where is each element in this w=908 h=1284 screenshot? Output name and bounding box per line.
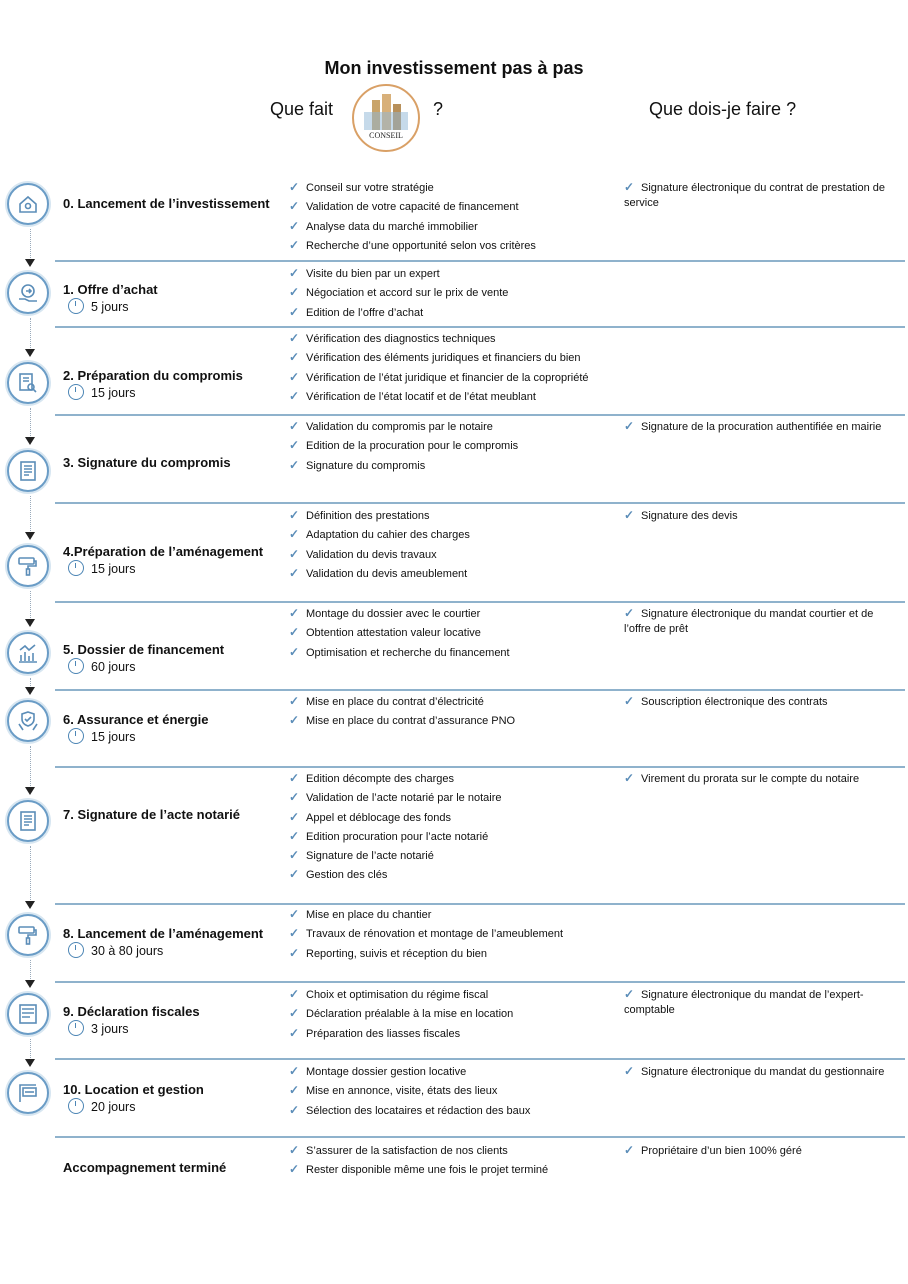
checkmark-icon: ✓: [624, 1143, 635, 1157]
list-item-text: Mise en annonce, visite, états des lieux: [306, 1085, 498, 1098]
client-action-text: Signature électronique du mandat courtier et de l’offre de prêt: [624, 608, 874, 635]
list-item-text: S’assurer de la satisfaction de nos clients: [306, 1145, 508, 1157]
checkmark-icon: ✓: [289, 457, 300, 472]
stopwatch-icon: [68, 298, 84, 314]
list-item-text: Edition procuration pour l’acte notarié: [306, 830, 489, 843]
step-title: Accompagnement terminé: [63, 1160, 227, 1175]
list-item-text: Vérification de l’état locatif et de l’état meublant: [306, 390, 536, 403]
step-actions-list: [289, 606, 619, 664]
list-item-text: Validation de l’acte notarié par le notaire: [306, 792, 502, 805]
checkmark-icon: ✓: [289, 285, 300, 300]
checkmark-icon: ✓: [289, 1006, 300, 1021]
step-actions-list: [289, 419, 619, 477]
step-title: 3. Signature du compromis: [63, 455, 231, 470]
step-title: 2. Préparation du compromis: [63, 368, 243, 383]
checkmark-icon: ✓: [624, 180, 635, 194]
list-item: [289, 771, 619, 790]
step-divider: [55, 1058, 905, 1060]
list-item-text: Edition de l’offre d’achat: [306, 306, 424, 319]
step-actions-list: [289, 180, 619, 257]
checkmark-icon: ✓: [289, 304, 300, 319]
step-duration: [68, 298, 129, 314]
checkmark-icon: ✓: [289, 771, 300, 785]
checkmark-icon: ✓: [289, 199, 300, 214]
list-item: [289, 238, 619, 257]
down-arrow-icon: [24, 229, 38, 268]
checkmark-icon: ✓: [289, 907, 300, 921]
client-action-text: Signature électronique du mandat du gestionnaire: [641, 1066, 885, 1078]
checkmark-icon: ✓: [289, 848, 300, 863]
step-duration: [68, 560, 135, 576]
checkmark-icon: ✓: [624, 606, 635, 620]
step-divider: [55, 903, 905, 905]
list-item-text: Négociation et accord sur le prix de vente: [306, 287, 509, 300]
step-title: 7. Signature de l’acte notarié: [63, 807, 240, 822]
stopwatch-icon: [68, 560, 84, 576]
document-search-icon: [7, 362, 49, 404]
list-item: [289, 350, 619, 369]
list-item: [289, 389, 619, 408]
list-item-text: Montage dossier gestion locative: [306, 1066, 467, 1078]
list-item: [289, 419, 619, 438]
list-item: [289, 790, 619, 809]
list-item: [289, 926, 619, 945]
client-action: [624, 694, 896, 710]
checkmark-icon: ✓: [289, 1162, 300, 1177]
checkmark-icon: ✓: [289, 419, 300, 433]
stopwatch-icon: [68, 1098, 84, 1114]
client-action: [624, 987, 896, 1018]
list-item-text: Préparation des liasses fiscales: [306, 1027, 461, 1040]
list-item: [289, 848, 619, 867]
duration-label: 20 jours: [91, 1100, 136, 1114]
list-item: [289, 867, 619, 886]
list-item: [289, 606, 619, 625]
list-item-text: Adaptation du cahier des charges: [306, 529, 470, 542]
client-action-text: Virement du prorata sur le compte du notaire: [641, 773, 860, 785]
list-item: [289, 625, 619, 644]
list-item-text: Déclaration préalable à la mise en location: [306, 1008, 514, 1021]
duration-label: 15 jours: [91, 386, 136, 400]
step-divider: [55, 601, 905, 603]
step-title: 5. Dossier de financement: [63, 642, 225, 657]
step-divider: [55, 260, 905, 262]
list-item-text: Obtention attestation valeur locative: [306, 627, 481, 640]
step-duration: [68, 942, 163, 958]
client-action-text: Signature électronique du contrat de prestation de service: [624, 182, 885, 209]
down-arrow-icon: [24, 846, 38, 910]
checkmark-icon: ✓: [289, 237, 300, 252]
down-arrow-icon: [24, 408, 38, 446]
list-item-text: Conseil sur votre stratégie: [306, 182, 434, 194]
duration-label: 30 à 80 jours: [91, 944, 164, 958]
list-item-text: Edition décompte des charges: [306, 773, 454, 785]
list-item-text: Optimisation et recherche du financement: [306, 646, 510, 659]
list-item-text: Recherche d’une opportunité selon vos critères: [306, 239, 536, 252]
svg-text:CONSEIL: CONSEIL: [369, 131, 403, 140]
list-item-text: Validation du devis travaux: [306, 548, 437, 561]
checkmark-icon: ✓: [289, 546, 300, 561]
checkmark-icon: ✓: [624, 508, 635, 522]
list-item: [289, 1162, 619, 1181]
list-item: [289, 645, 619, 664]
list-item: [289, 331, 619, 350]
checkmark-icon: ✓: [289, 644, 300, 659]
client-action: [624, 1064, 896, 1080]
checkmark-icon: ✓: [289, 565, 300, 580]
list-item-text: Edition de la procuration pour le compromis: [306, 440, 519, 453]
client-action-text: Souscription électronique des contrats: [641, 696, 828, 708]
list-item-text: Visite du bien par un expert: [306, 268, 440, 280]
list-item: [289, 1064, 619, 1083]
checkmark-icon: ✓: [289, 926, 300, 941]
client-action: [624, 180, 896, 211]
list-item: [289, 285, 619, 304]
checkmark-icon: ✓: [624, 1064, 635, 1078]
checkmark-icon: ✓: [289, 350, 300, 365]
checkmark-icon: ✓: [289, 331, 300, 345]
client-action: [624, 419, 896, 435]
checkmark-icon: ✓: [289, 438, 300, 453]
down-arrow-icon: [24, 746, 38, 796]
list-item: [289, 547, 619, 566]
checkmark-icon: ✓: [289, 945, 300, 960]
hand-offer-icon: [7, 272, 49, 314]
checkmark-icon: ✓: [289, 809, 300, 824]
stopwatch-icon: [68, 384, 84, 400]
header-left: Que fait: [270, 99, 334, 119]
list-item: [289, 199, 619, 218]
shield-hands-icon: [7, 700, 49, 742]
contract-icon: [7, 450, 49, 492]
checkmark-icon: ✓: [289, 1064, 300, 1078]
stopwatch-icon: [68, 728, 84, 744]
checkmark-icon: ✓: [289, 1143, 300, 1157]
step-divider: [55, 326, 905, 328]
step-duration: [68, 1098, 135, 1114]
list-item: [289, 1006, 619, 1025]
list-item: [289, 694, 619, 713]
checkmark-icon: ✓: [289, 180, 300, 194]
down-arrow-icon: [24, 591, 38, 628]
list-item: [289, 1083, 619, 1102]
stopwatch-icon: [68, 658, 84, 674]
step-actions-list: [289, 1064, 619, 1122]
checkmark-icon: ✓: [289, 266, 300, 280]
checkmark-icon: ✓: [289, 508, 300, 522]
checkmark-icon: ✓: [624, 694, 635, 708]
paint-roller-icon: [7, 545, 49, 587]
down-arrow-icon: [24, 496, 38, 541]
list-item-text: Validation du compromis par le notaire: [306, 421, 493, 433]
list-item: [289, 907, 619, 926]
list-item: [289, 1143, 619, 1162]
step-divider: [55, 981, 905, 983]
step-actions-list: [289, 508, 619, 585]
list-item: [289, 438, 619, 457]
step-divider: [55, 1136, 905, 1138]
list-item-text: Mise en place du chantier: [306, 909, 432, 921]
list-item-text: Appel et déblocage des fonds: [306, 811, 451, 824]
step-actions-list: [289, 1143, 619, 1182]
list-item-text: Vérification de l’état juridique et financier de la copropriété: [306, 371, 589, 384]
client-action: [624, 1143, 896, 1159]
step-duration: [68, 658, 135, 674]
step-actions-list: [289, 331, 619, 408]
list-item: [289, 810, 619, 829]
page-title: Mon investissement pas à pas: [324, 58, 584, 78]
house-icon: [7, 183, 49, 225]
list-item-text: Vérification des éléments juridiques et financiers du bien: [306, 352, 581, 365]
header-question-mark: ?: [433, 99, 444, 119]
tax-form-icon: [7, 993, 49, 1035]
list-item: [289, 180, 619, 199]
checkmark-icon: ✓: [289, 790, 300, 805]
list-item: [289, 305, 619, 324]
list-item-text: Vérification des diagnostics techniques: [306, 333, 496, 345]
list-item-text: Mise en place du contrat d’électricité: [306, 696, 484, 708]
list-item: [289, 1103, 619, 1122]
down-arrow-icon: [24, 960, 38, 989]
list-item-text: Gestion des clés: [306, 869, 388, 882]
checkmark-icon: ✓: [289, 1102, 300, 1117]
list-item-text: Signature de l’acte notarié: [306, 850, 434, 863]
step-title: 6. Assurance et énergie: [63, 712, 209, 727]
client-action-text: Propriétaire d’un bien 100% géré: [641, 1145, 802, 1157]
checkmark-icon: ✓: [289, 1083, 300, 1098]
step-actions-list: [289, 694, 619, 733]
list-item: [289, 829, 619, 848]
paint-roller-icon: [7, 914, 49, 956]
list-item: [289, 458, 619, 477]
duration-label: 15 jours: [91, 730, 136, 744]
list-item: [289, 219, 619, 238]
list-item: [289, 370, 619, 389]
checkmark-icon: ✓: [624, 771, 635, 785]
list-item-text: Travaux de rénovation et montage de l’ameublement: [306, 928, 564, 941]
list-item: [289, 713, 619, 732]
checkmark-icon: ✓: [624, 419, 635, 433]
step-actions-list: [289, 907, 619, 965]
list-item: [289, 946, 619, 965]
checkmark-icon: ✓: [289, 828, 300, 843]
duration-label: 15 jours: [91, 562, 136, 576]
list-item-text: Définition des prestations: [306, 510, 430, 522]
step-actions-list: [289, 987, 619, 1045]
list-item-text: Validation de votre capacité de financement: [306, 201, 519, 214]
list-item: [289, 527, 619, 546]
step-title: 0. Lancement de l’investissement: [63, 196, 270, 211]
checkmark-icon: ✓: [289, 606, 300, 620]
list-item-text: Reporting, suivis et réception du bien: [306, 947, 487, 960]
list-item-text: Rester disponible même une fois le projet terminé: [306, 1164, 549, 1177]
duration-label: 5 jours: [91, 300, 129, 314]
contract-icon: [7, 800, 49, 842]
checkmark-icon: ✓: [289, 369, 300, 384]
list-item-text: Validation du devis ameublement: [306, 567, 468, 580]
checkmark-icon: ✓: [289, 987, 300, 1001]
list-item: [289, 566, 619, 585]
step-divider: [55, 689, 905, 691]
down-arrow-icon: [24, 318, 38, 358]
list-item: [289, 1026, 619, 1045]
duration-label: 3 jours: [91, 1022, 129, 1036]
step-title: 8. Lancement de l’aménagement: [63, 926, 264, 941]
step-duration: [68, 1020, 129, 1036]
checkmark-icon: ✓: [624, 987, 635, 1001]
client-action: [624, 771, 896, 787]
checkmark-icon: ✓: [289, 625, 300, 640]
header-right: Que dois-je faire ?: [649, 99, 797, 119]
stopwatch-icon: [68, 942, 84, 958]
list-item-text: Montage du dossier avec le courtier: [306, 608, 481, 620]
step-actions-list: [289, 266, 619, 324]
rent-sign-icon: [7, 1072, 49, 1114]
step-divider: [55, 502, 905, 504]
checkmark-icon: ✓: [289, 388, 300, 403]
list-item: [289, 987, 619, 1006]
list-item: [289, 508, 619, 527]
checkmark-icon: ✓: [289, 713, 300, 728]
step-divider: [55, 414, 905, 416]
client-action: [624, 508, 896, 524]
step-actions-list: [289, 771, 619, 887]
client-action-text: Signature des devis: [641, 510, 738, 522]
checkmark-icon: ✓: [289, 527, 300, 542]
client-action: [624, 606, 896, 637]
list-item-text: Choix et optimisation du régime fiscal: [306, 989, 489, 1001]
checkmark-icon: ✓: [289, 218, 300, 233]
step-title: 4.Préparation de l’aménagement: [63, 544, 264, 559]
step-title: 9. Déclaration fiscales: [63, 1004, 200, 1019]
list-item: [289, 266, 619, 285]
list-item-text: Sélection des locataires et rédaction des baux: [306, 1104, 531, 1117]
step-divider: [55, 766, 905, 768]
checkmark-icon: ✓: [289, 1025, 300, 1040]
client-action-text: Signature électronique du mandat de l’expert-comptable: [624, 989, 864, 1016]
chart-icon: [7, 632, 49, 674]
step-duration: [68, 384, 135, 400]
step-duration: [68, 728, 135, 744]
duration-label: 60 jours: [91, 660, 136, 674]
stopwatch-icon: [68, 1020, 84, 1036]
checkmark-icon: ✓: [289, 694, 300, 708]
client-action-text: Signature de la procuration authentifiée en mairie: [641, 421, 882, 433]
list-item-text: Mise en place du contrat d’assurance PNO: [306, 715, 516, 728]
down-arrow-icon: [24, 1039, 38, 1068]
checkmark-icon: ✓: [289, 867, 300, 882]
step-title: 10. Location et gestion: [63, 1082, 204, 1097]
down-arrow-icon: [24, 678, 38, 696]
list-item-text: Analyse data du marché immobilier: [306, 220, 478, 233]
step-title: 1. Offre d’achat: [63, 282, 158, 297]
list-item-text: Signature du compromis: [306, 459, 426, 472]
